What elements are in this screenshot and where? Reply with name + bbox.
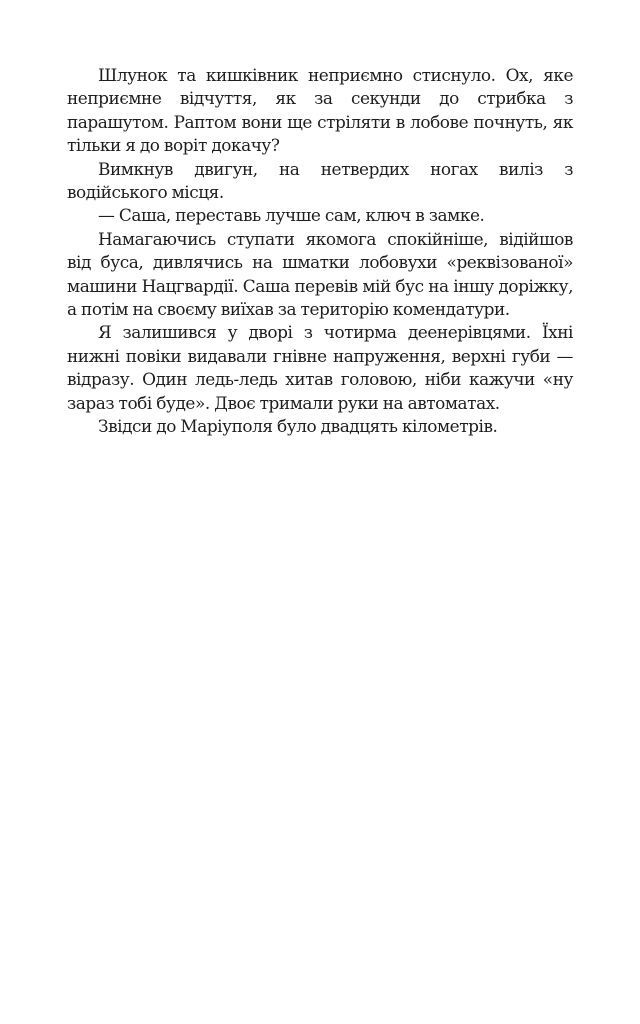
paragraph-3: — Саша, переставь лучше сам, ключ в замке.: [98, 205, 485, 226]
paragraph-6: Звідси до Маріуполя було двадцять кілометрів.: [98, 416, 498, 437]
paragraph-1: Шлунок та кишківник неприємно стиснуло. Ох, яке неприємне відчуття, як за секунди до стрибка з парашутом. Раптом вони ще стріляти в лобове почнуть, як тільки я до воріт докачу?: [67, 65, 573, 156]
page-text: [67, 64, 573, 439]
paragraph-5: Я залишився у дворі з чотирма деенерівцями. Їхні нижні повіки видавали гнівне напруження, верхні губи — відразу. Один ледь-ледь хитав головою, ніби кажучи «ну зараз тобі буде». Двоє тримали руки на автоматах.: [67, 322, 573, 413]
paragraph-2: Вимкнув двигун, на нетвердих ногах виліз з водійського місця.: [67, 158, 573, 203]
paragraph-4: Намагаючись ступати якомога спокійніше, відійшов від буса, дивлячись на шматки лобовухи «реквізованої» машини Нацгвардії. Саша перевів мій бус на іншу доріжку, а потім на своєму виїхав за територію комендатури.: [67, 228, 573, 320]
